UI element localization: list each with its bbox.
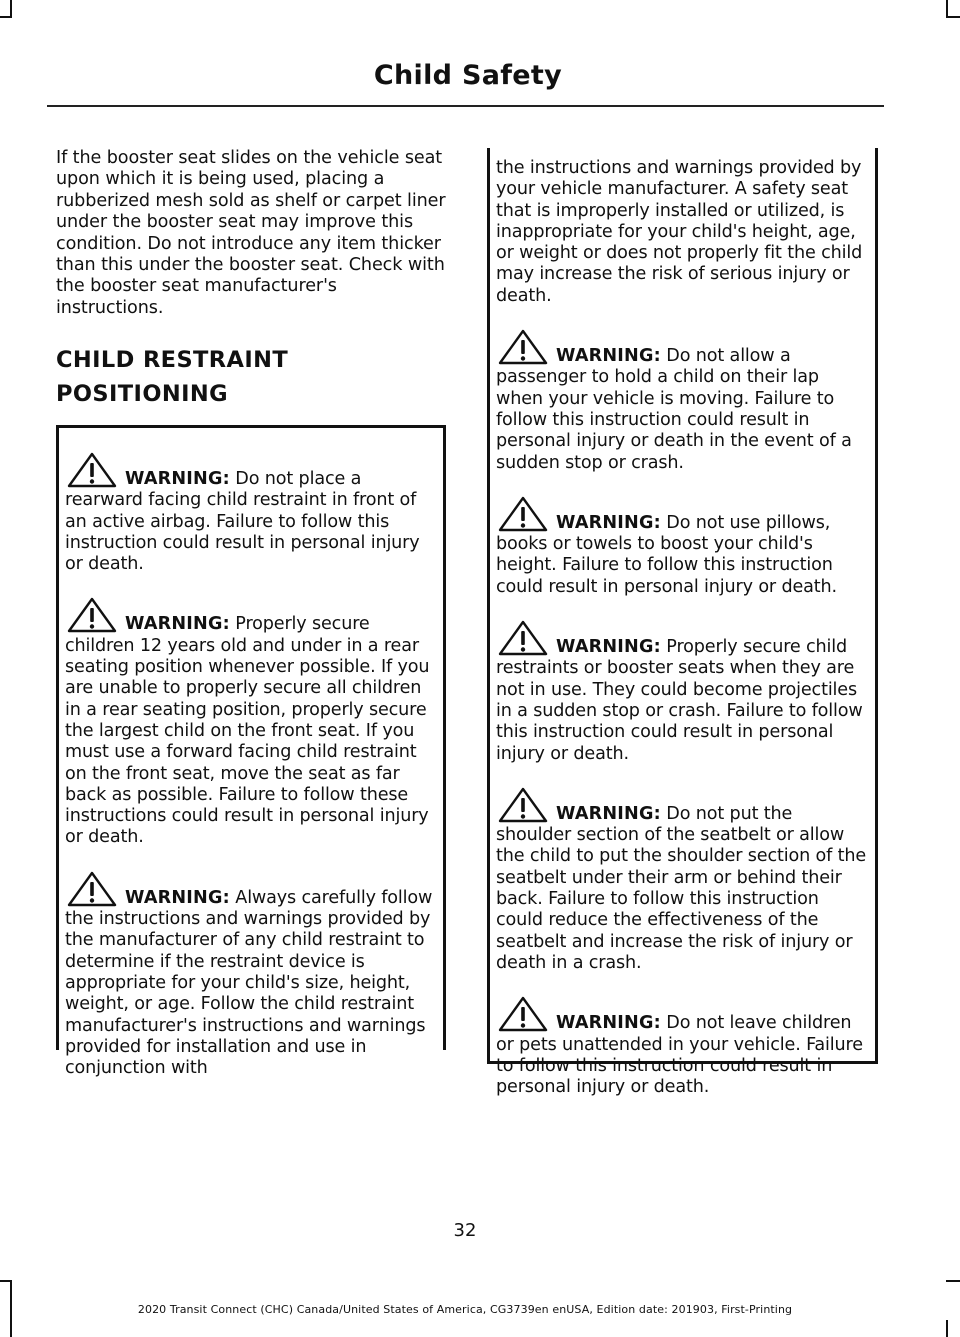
warning-triangle-icon <box>498 496 548 532</box>
warning-item <box>496 329 869 474</box>
page-title: Child Safety <box>373 60 562 91</box>
warning-label: WARNING: <box>125 469 230 489</box>
header-divider <box>47 105 884 107</box>
section-heading-line1: CHILD RESTRAINT <box>56 347 289 374</box>
warning-text: Always carefully follow the instructions and warnings provided by the manufacturer of any child restraint to determine if the restraint device is appropriate for your child's size, height, weight, or age. Follow the child restraint manufacturer's instructions and warnings provided for installation and use in conjunction with <box>65 887 433 1079</box>
warning-item <box>65 597 437 848</box>
warning-text: Do not put the shoulder section of the seatbelt or allow the child to put the shoulder section of the seatbelt under their arm or behind their back. Failure to follow this instruction could reduce the effectiveness of the seatbelt and increase the risk of injury or death in a crash. <box>496 803 867 973</box>
footer-edition-info: 2020 Transit Connect (CHC) Canada/United States of America, CG3739en enUSA, Edition date: 201903, First-Printing <box>137 1303 793 1316</box>
warning-label: WARNING: <box>556 346 661 367</box>
crop-mark <box>946 16 960 18</box>
warning-text: Properly secure children 12 years old and under in a rear seating position whenever possible. If you are unable to properly secure all children in a rear seating position, properly secure the largest child on the front seat. If you must use a forward facing child restraint on the front seat, move the seat as far back as possible. Failure to follow these instructions could result in personal injury or death. <box>65 614 430 848</box>
warning-triangle-icon <box>498 996 548 1032</box>
warning-continuation: the instructions and warnings provided by your vehicle manufacturer. A safety seat that is improperly installed or utilized, is inappropriate for your child's height, age, or weight or does not properly fit the child may increase the risk of serious injury or death. <box>496 158 863 306</box>
warning-text: Properly secure child restraints or booster seats when they are not in use. They could become projectiles in a sudden stop or crash. Failure to follow this instruction could result in personal injury or death. <box>496 637 863 764</box>
warning-item <box>65 452 437 575</box>
page-number: 32 <box>453 1220 477 1241</box>
warning-item <box>496 787 869 974</box>
left-column-text <box>56 148 446 411</box>
warning-triangle-icon <box>498 329 548 365</box>
left-warning-box <box>56 425 446 1079</box>
warning-triangle-icon <box>498 787 548 823</box>
warning-triangle-icon <box>67 452 117 488</box>
warning-label: WARNING: <box>556 1013 661 1034</box>
section-heading-line2: POSITIONING <box>56 381 228 408</box>
crop-mark <box>946 1320 948 1337</box>
section-heading <box>56 343 446 411</box>
warning-text: Do not leave children or pets unattended in your vehicle. Failure to follow this instruction could result in personal injury or death. <box>496 1013 863 1098</box>
warning-triangle-icon <box>67 597 117 633</box>
crop-mark <box>0 1280 12 1282</box>
warning-label: WARNING: <box>556 637 661 658</box>
warning-item <box>496 496 869 598</box>
warning-text: Do not place a rearward facing child restraint in front of an active airbag. Failure to follow this instruction could result in personal injury or death. <box>65 469 420 575</box>
warning-label: WARNING: <box>556 803 661 824</box>
crop-mark <box>0 16 12 18</box>
warning-item <box>496 620 869 765</box>
warning-triangle-icon <box>498 620 548 656</box>
right-warning-box <box>487 148 878 1098</box>
warning-label: WARNING: <box>125 614 230 635</box>
warning-label: WARNING: <box>125 887 230 908</box>
warning-text: Do not allow a passenger to hold a child on their lap when your vehicle is moving. Failure to follow this instruction could result in personal injury or death in the event of a sudden stop or crash. <box>496 346 852 473</box>
warning-item <box>496 996 869 1098</box>
warning-item <box>65 871 437 1080</box>
crop-mark <box>946 1280 960 1282</box>
warning-label: WARNING: <box>556 512 661 533</box>
intro-paragraph: If the booster seat slides on the vehicle seat upon which it is being used, placing a rubberized mesh sold as shelf or carpet liner under the booster seat may improve this condition. Do not introduce any item thicker than this under the booster seat. Check with the booster seat manufacturer's instructions. <box>56 148 446 318</box>
warning-triangle-icon <box>67 871 117 907</box>
warning-text: Do not use pillows, books or towels to boost your child's height. Failure to follow this instruction could result in personal injury or death. <box>496 512 837 597</box>
